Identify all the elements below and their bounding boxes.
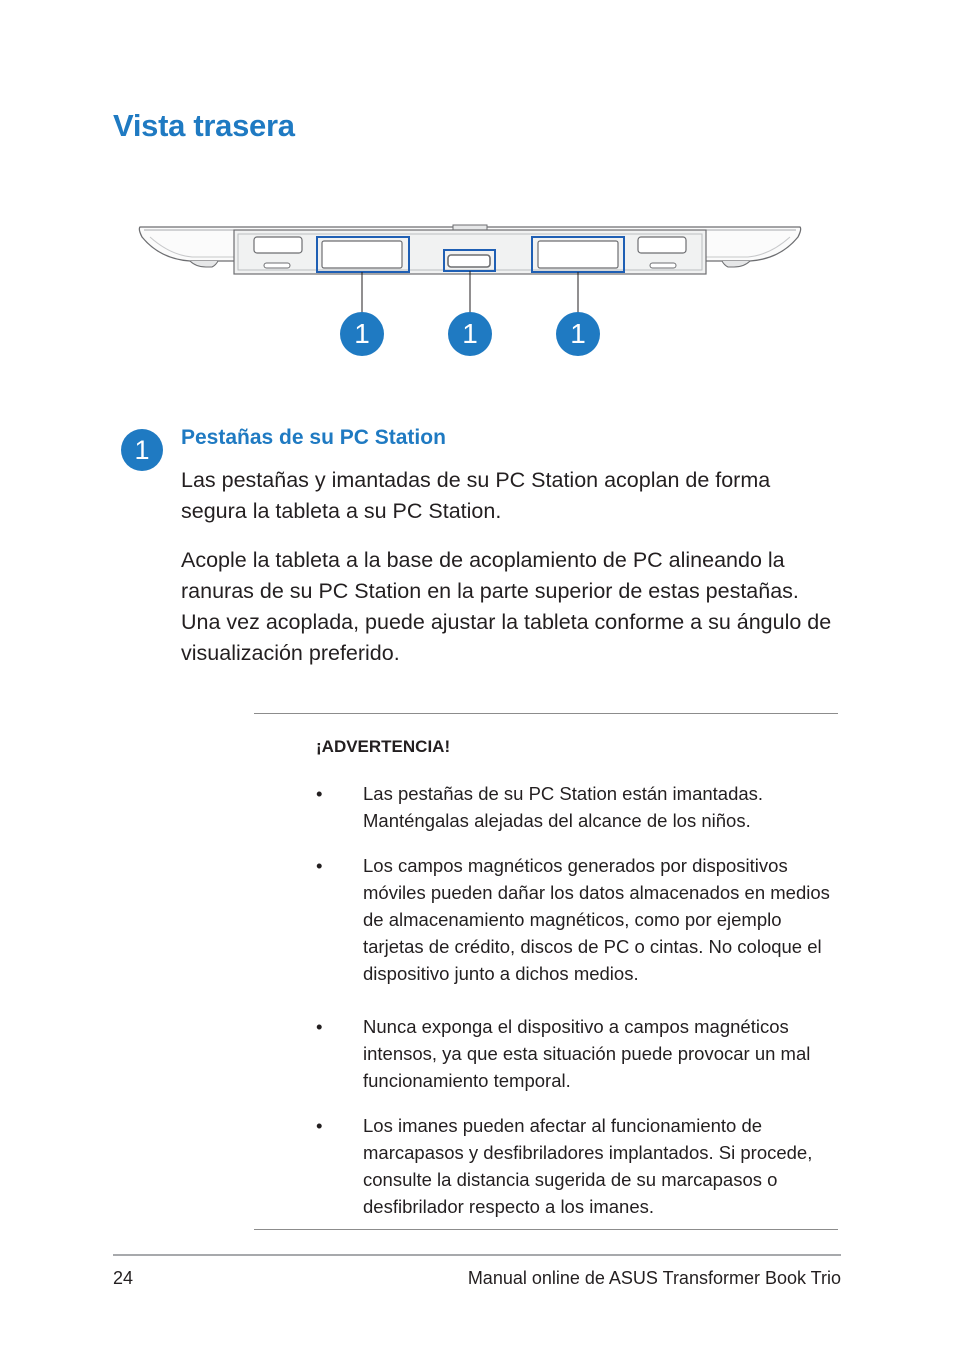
item-heading: Pestañas de su PC Station: [181, 426, 446, 449]
page-title: Vista trasera: [113, 108, 295, 143]
page-number: 24: [113, 1268, 134, 1288]
bullet-icon: •: [316, 855, 323, 876]
callout-badge: 1: [556, 312, 600, 356]
warning-item: [316, 852, 836, 987]
bullet-icon: •: [316, 783, 323, 804]
bullet-icon: •: [316, 1115, 323, 1136]
warning-item-text: Los campos magnéticos generados por dispositivos móviles pueden dañar los datos almacenados en medios de almacenamiento magnéticos, como por ejemplo tarjetas de crédito, discos de PC o cintas. No coloque el dispositivo junto a dichos medios.: [363, 855, 830, 984]
item-number-badge: 1: [121, 429, 163, 471]
callout-badge: 1: [448, 312, 492, 356]
warning-item-text: Las pestañas de su PC Station están imantadas. Manténgalas alejadas del alcance de los niños.: [363, 783, 764, 831]
item-paragraph: Acople la tableta a la base de acoplamiento de PC alineando la ranuras de su PC Station en la parte superior de estas pestañas. Una vez acoplada, puede ajustar la tableta conforme a su ángulo de visualización preferido.: [181, 548, 832, 665]
warning-title: ¡ADVERTENCIA!: [316, 737, 451, 756]
warning-list: [316, 780, 836, 1220]
footer-divider: [113, 1254, 841, 1256]
item-paragraph: Las pestañas y imantadas de su PC Station acoplan de forma segura la tableta a su PC Station.: [181, 468, 771, 523]
warning-item: [316, 1013, 836, 1094]
rear-view-figure: [130, 215, 810, 365]
warning-item: [316, 1112, 836, 1220]
warning-bottom-divider: [254, 1229, 838, 1230]
callout-badge: 1: [340, 312, 384, 356]
manual-title: Manual online de ASUS Transformer Book Trio: [467, 1268, 841, 1288]
warning-item-text: Los imanes pueden afectar al funcionamiento de marcapasos y desfibriladores implantados. Si procede, consulte la distancia sugerida de su marcapasos o desfibrilador respecto a los imanes.: [363, 1115, 813, 1217]
warning-item: [316, 780, 836, 834]
warning-item-text: Nunca exponga el dispositivo a campos magnéticos intensos, ya que esta situación puede provocar un mal funcionamiento temporal.: [363, 1016, 811, 1091]
warning-top-divider: [254, 713, 838, 714]
bullet-icon: •: [316, 1016, 323, 1037]
